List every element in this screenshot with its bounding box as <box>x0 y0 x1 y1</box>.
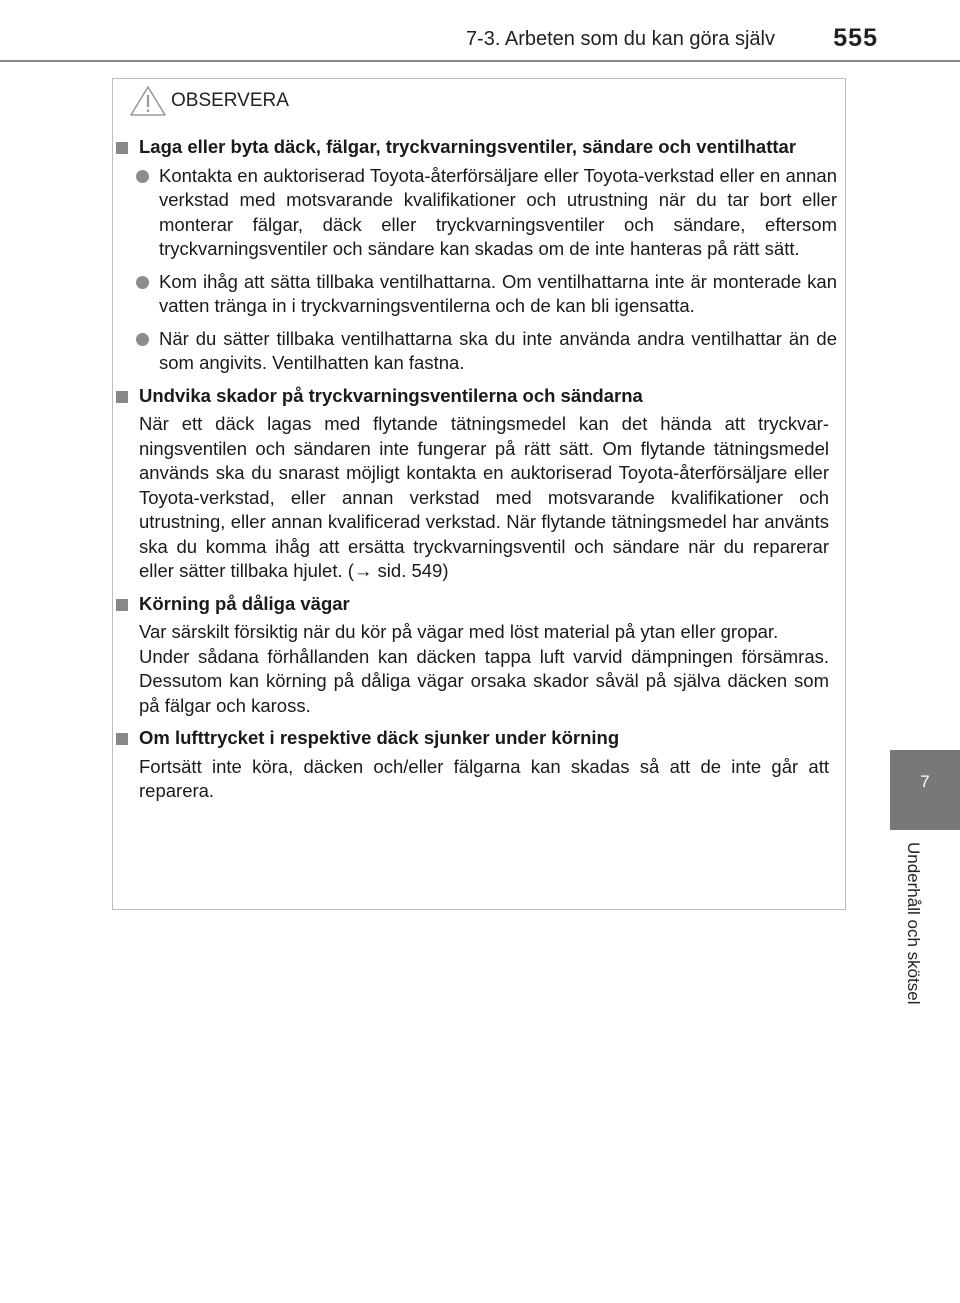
list-item <box>113 270 845 319</box>
section-heading <box>113 384 845 409</box>
section-text: Under sådana förhållanden kan däcken tappa luft varvid dämpningen försämras. Dessutom kan körning på dåliga vägar orsaka skador såväl på själva däcken som på fälgar och kaross. <box>139 645 829 716</box>
round-bullet-icon <box>136 276 149 289</box>
bullet-text: Kontakta en auktoriserad Toyota-återförsäljare eller Toyota-verkstad eller en annan verkstad med motsvarande kvalifikationer och utrustning när du tar bort eller monterar fälgar, däck eller tryckvarningsventiler och sändare, eftersom tryckvarningsventiler och sändare kan skadas om de inte hanteras på rätt sätt. <box>159 164 837 259</box>
notice-box <box>112 78 846 910</box>
section-title: 7-3. Arbeten som du kan göra själv <box>465 28 775 50</box>
section-text: När ett däck lagas med flytande tätningsmedel kan det hända att tryckvarningsventilen och sändaren inte fungerar på rätt sätt. Om flytande tätningsmedel används ska du snarast möjligt kontakta en auktoriserad Toyota-återförsäljare eller Toyota-verkstad, eller annan verkstad med motsvarande kvalifikationer och utrustning, eller annan kvalificerad verkstad. När flytande tätningsmedel har använts ska du komma ihåg att ersätta tryckvarningsventil och sändare när du reparerar eller sätter tillbaka hjulet. (→ sid. 549) <box>139 413 829 581</box>
section-heading <box>113 135 845 160</box>
square-bullet-icon <box>116 733 128 745</box>
notice-title: OBSERVERA <box>171 90 289 111</box>
heading-text: Körning på dåliga vägar <box>139 592 350 614</box>
bullet-text: Kom ihåg att sätta tillbaka ventilhattarna. Om ventilhattarna inte är monterade kan vatten tränga in i tryckvarningsventilerna och de kan bli igensatta. <box>159 270 837 316</box>
header-rule <box>0 60 960 62</box>
notice-header <box>113 79 845 123</box>
chapter-tab <box>890 750 960 830</box>
warning-triangle-icon <box>129 85 167 117</box>
list-item <box>113 164 845 262</box>
page-number: 555 <box>833 24 878 52</box>
page-header <box>0 0 960 62</box>
round-bullet-icon <box>136 333 149 346</box>
chapter-number: 7 <box>920 772 930 791</box>
heading-text: Undvika skador på tryckvarningsventilerna och sändarna <box>139 384 643 406</box>
bullet-text: När du sätter tillbaka ventilhattarna ska du inte använda andra ventilhattar än de som angivits. Ventilhatten kan fastna. <box>159 327 837 373</box>
section-heading <box>113 726 845 751</box>
heading-text: Laga eller byta däck, fälgar, tryckvarningsventiler, sändare och ventilhattar <box>139 136 797 157</box>
notice-body <box>113 135 845 812</box>
round-bullet-icon <box>136 170 149 183</box>
square-bullet-icon <box>116 391 128 403</box>
section-text: Var särskilt försiktig när du kör på vägar med löst material på ytan eller gropar. <box>139 621 779 642</box>
square-bullet-icon <box>116 599 128 611</box>
heading-text: Om lufttrycket i respektive däck sjunker under körning <box>139 727 620 748</box>
square-bullet-icon <box>116 142 128 154</box>
section-text: Fortsätt inte köra, däcken och/eller fälgarna kan skadas så att de inte går att reparera. <box>139 755 829 801</box>
list-item <box>113 327 845 376</box>
section-heading <box>113 592 845 617</box>
chapter-label: Underhåll och skötsel <box>904 842 923 1005</box>
